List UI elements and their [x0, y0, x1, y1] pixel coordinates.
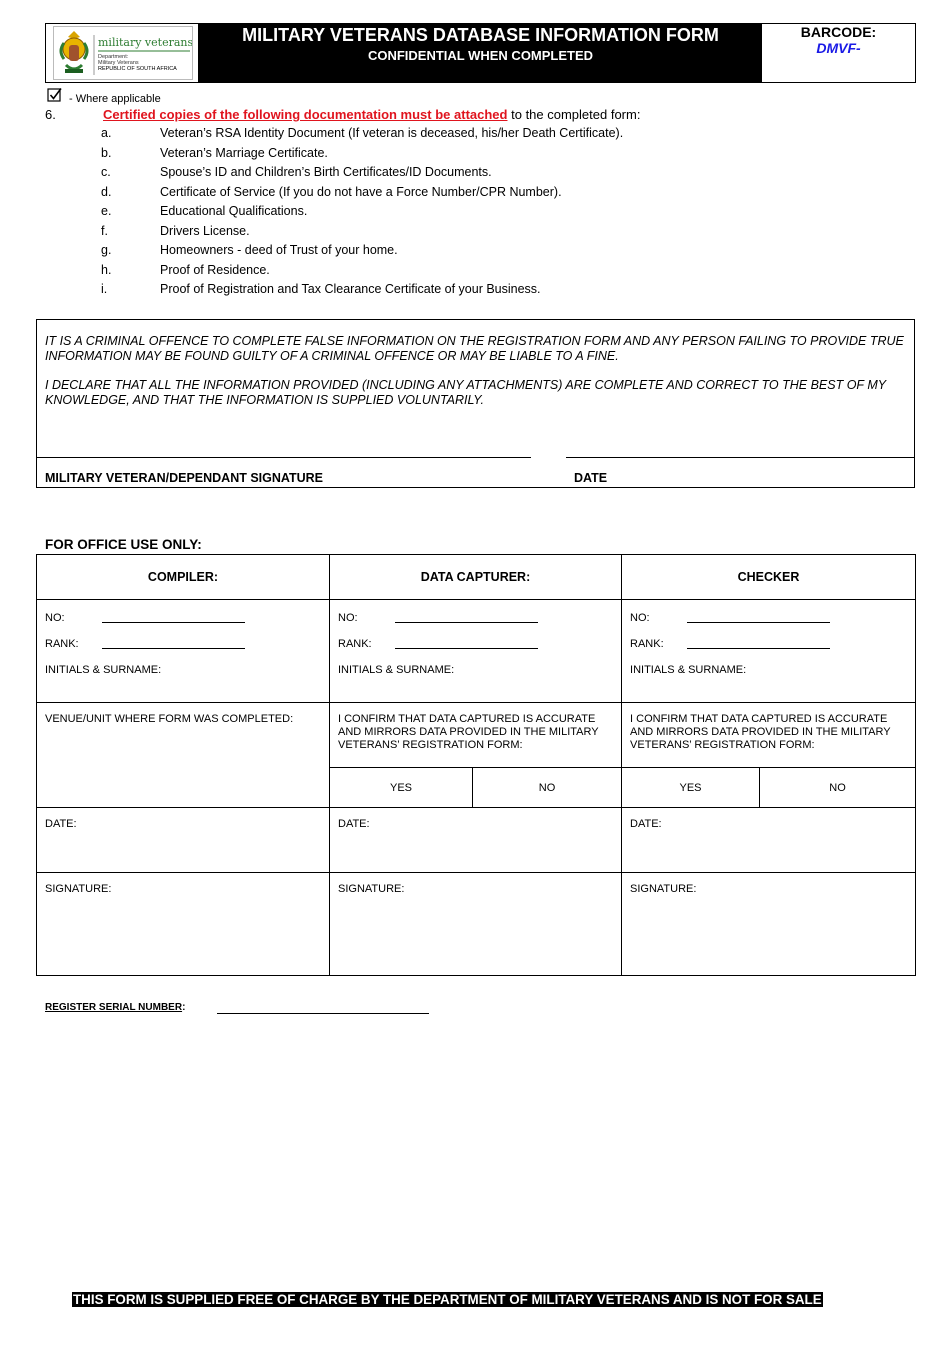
declaration-box [36, 319, 915, 488]
capturer-signature-field[interactable]: SIGNATURE: [330, 873, 622, 976]
checker-no-field[interactable] [687, 622, 830, 623]
applicable-note: - Where applicable [69, 93, 161, 105]
checker-header: CHECKER [622, 555, 916, 600]
compiler-date-field[interactable]: DATE: [37, 808, 330, 873]
document-list [101, 124, 624, 300]
svg-text:Military Veterans: Military Veterans [98, 60, 139, 66]
compiler-no-field[interactable] [102, 622, 245, 623]
checker-signature-field[interactable]: SIGNATURE: [622, 873, 916, 976]
office-use-table [36, 554, 916, 976]
form-header [45, 23, 916, 83]
data-capturer-details: NO: RANK: INITIALS & SURNAME: [330, 600, 622, 703]
capturer-no-option[interactable]: NO [473, 768, 622, 808]
venue-field[interactable]: VENUE/UNIT WHERE FORM WAS COMPLETED: [37, 703, 330, 808]
logo-area [46, 24, 199, 82]
section-heading [103, 107, 640, 122]
attachment-requirement: Certified copies of the following documentation must be attached [103, 107, 508, 122]
svg-text:REPUBLIC OF SOUTH AFRICA: REPUBLIC OF SOUTH AFRICA [98, 66, 177, 72]
signature-line[interactable] [37, 457, 531, 458]
list-item: f. Drivers License. [101, 223, 250, 238]
logo-name: military veterans [98, 36, 192, 49]
title-block [199, 24, 762, 82]
checkbox-icon [47, 87, 63, 103]
barcode-value: DMVF- [816, 40, 861, 56]
attachment-requirement-rest: to the completed form: [511, 107, 641, 122]
register-serial-field[interactable] [217, 1013, 429, 1014]
svg-text:Department:: Department: [98, 54, 129, 60]
list-item: b. Veteran’s Marriage Certificate. [101, 145, 328, 160]
list-item: d. Certificate of Service (If you do not have a Force Number/CPR Number). [101, 184, 562, 199]
barcode-block [762, 24, 915, 82]
signature-label: MILITARY VETERAN/DEPENDANT SIGNATURE [45, 471, 324, 485]
list-item: g. Homeowners - deed of Trust of your home. [101, 243, 398, 257]
register-serial-label: REGISTER SERIAL NUMBER: [45, 1002, 186, 1013]
compiler-rank-field[interactable] [102, 648, 245, 649]
capturer-confirmation: I CONFIRM THAT DATA CAPTURED IS ACCURATE AND MIRRORS DATA PROVIDED IN THE MILITARY VETERANS’ REGISTRATION FORM: [330, 703, 622, 768]
checker-yes-option[interactable]: YES [622, 768, 760, 808]
checker-details: NO: RANK: INITIALS & SURNAME: [622, 600, 916, 703]
declaration-statement: I DECLARE THAT ALL THE INFORMATION PROVIDED (INCLUDING ANY ATTACHMENTS) ARE COMPLETE AND CORRECT TO THE BEST OF MY KNOWLEDGE, AND THAT THE INFORMATION IS SUPPLIED VOLUNTARILY. [45, 378, 886, 407]
form-subtitle: CONFIDENTIAL WHEN COMPLETED [367, 48, 594, 63]
capturer-no-field[interactable] [395, 622, 538, 623]
data-capturer-header: DATA CAPTURER: [330, 555, 622, 600]
checker-confirmation: I CONFIRM THAT DATA CAPTURED IS ACCURATE AND MIRRORS DATA PROVIDED IN THE MILITARY VETERANS’ REGISTRATION FORM: [622, 703, 916, 768]
date-line[interactable] [566, 457, 915, 458]
department-logo [53, 26, 193, 80]
capturer-yes-option[interactable]: YES [330, 768, 473, 808]
section-number: 6. [45, 107, 56, 122]
list-item: e. Educational Qualifications. [101, 204, 308, 218]
date-label: DATE [574, 471, 608, 485]
list-item: i. Proof of Registration and Tax Clearance Certificate of your Business. [101, 282, 541, 296]
barcode-label: BARCODE: [800, 24, 877, 40]
checker-date-field[interactable]: DATE: [622, 808, 916, 873]
list-item: h. Proof of Residence. [101, 262, 270, 277]
compiler-header: COMPILER: [37, 555, 330, 600]
coat-of-arms-icon [54, 27, 192, 79]
compiler-details: NO: RANK: INITIALS & SURNAME: [37, 600, 330, 703]
capturer-date-field[interactable]: DATE: [330, 808, 622, 873]
checker-no-option[interactable]: NO [760, 768, 916, 808]
list-item: a. Veteran’s RSA Identity Document (If veteran is deceased, his/her Death Certificate). [101, 126, 624, 140]
office-use-title: FOR OFFICE USE ONLY: [45, 537, 202, 552]
capturer-rank-field[interactable] [395, 648, 538, 649]
checker-rank-field[interactable] [687, 648, 830, 649]
compiler-signature-field[interactable]: SIGNATURE: [37, 873, 330, 976]
form-title: MILITARY VETERANS DATABASE INFORMATION FORM [242, 25, 719, 45]
criminal-offence-warning: IT IS A CRIMINAL OFFENCE TO COMPLETE FALSE INFORMATION ON THE REGISTRATION FORM AND ANY PERSON FAILING TO PROVIDE TRUE INFORMATION MAY BE FOUND GUILTY OF A CRIMINAL OFFENCE OR MAY BE LIABLE TO A FINE. [45, 334, 904, 363]
footer-notice: THIS FORM IS SUPPLIED FREE OF CHARGE BY THE DEPARTMENT OF MILITARY VETERANS AND IS NOT FOR SALE [73, 1292, 822, 1307]
list-item: c. Spouse’s ID and Children’s Birth Certificates/ID Documents. [101, 165, 492, 179]
